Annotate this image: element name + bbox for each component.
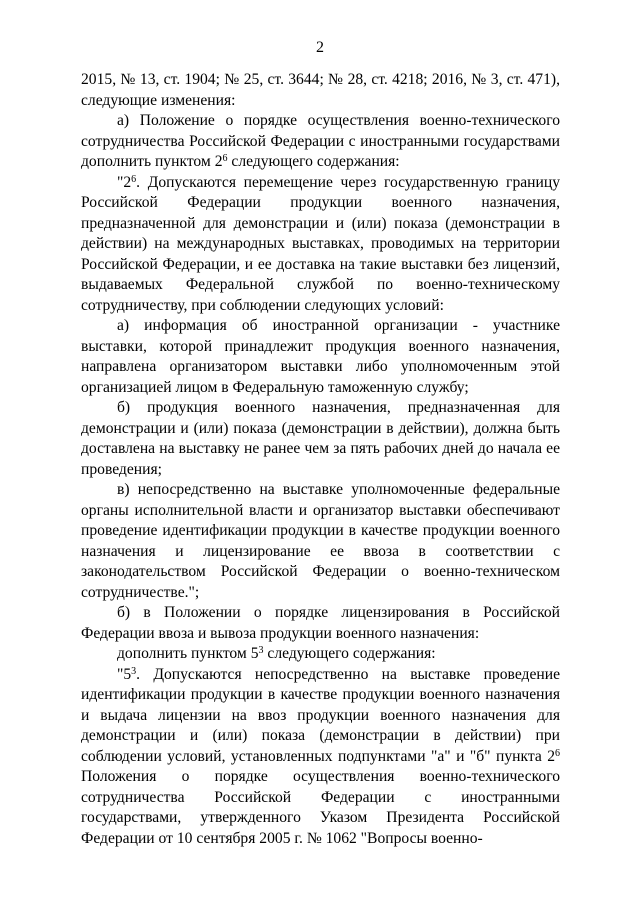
paragraph [81, 316, 560, 398]
paragraph-text: "2 [117, 173, 132, 191]
paragraph-text: дополнить пунктом 5 [117, 645, 259, 662]
paragraph [81, 398, 560, 480]
superscript: 3 [131, 665, 137, 677]
document-body [81, 70, 560, 849]
superscript: 6 [555, 747, 560, 759]
paragraph-text: а) информация об иностранной организации - участнике выставки, которой принадлежит продукция военного назначения, направлена организатором выставки либо уполномоченным этой организацией лицом в Федеральную таможенную службу; [81, 317, 560, 396]
paragraph [81, 480, 560, 603]
paragraph-text: "5 [117, 665, 132, 683]
paragraph [81, 644, 560, 665]
paragraph-text: следующего содержания: [263, 645, 436, 662]
paragraph [81, 70, 560, 111]
paragraph-text: б) продукция военного назначения, предназначенная для демонстрации и (или) показа (демонстрации в действии), должна быть доставлена на выставку не ранее чем за пять рабочих дней до начала ее проведения; [81, 399, 560, 478]
paragraph [81, 173, 560, 317]
superscript: 3 [258, 645, 264, 656]
paragraph [81, 111, 560, 173]
superscript: 6 [222, 153, 228, 164]
paragraph-text: Положения о порядке осуществления военно-технического сотрудничества Российской Федерации с иностранными государствами, утвержденного Указом Президента Российской Федерации от 10 сентября 2005 г. № 1062 "Вопросы военно- [81, 768, 560, 847]
paragraph-text: следующего содержания: [227, 153, 400, 170]
paragraph-text: . Допускаются непосредственно на выставке проведение идентификации продукции в качестве продукции военного назначения и выдача лицензии на ввоз продукции военного назначения для демонстрации и (или) показа (демонстрации в действии) при соблюдении условий, установленных подпунктами "а" и "б" пункта 2 [81, 665, 560, 765]
paragraph [81, 603, 560, 644]
paragraph-text: а) Положение о порядке осуществления военно-технического сотрудничества Российской Федерации с иностранными государствами дополнить пунктом 2 [81, 112, 560, 170]
paragraph-text: в) непосредственно на выставке уполномоченные федеральные органы исполнительной власти и организатор выставки обеспечивают проведение идентификации продукции в качестве продукции военного назначения и лицензирование ее ввоза в соответствии с законодательством Российской Федерации о военно-техническом сотрудничестве."; [81, 481, 560, 601]
paragraph [81, 665, 560, 850]
paragraph-text: б) в Положении о порядке лицензирования в Российской Федерации ввоза и вывоза продукции военного назначения: [81, 604, 560, 642]
paragraph-text: . Допускаются перемещение через государственную границу Российской Федерации продукции военного назначения, предназначенной для демонстрации и (или) показа (демонстрации в действии) на международных выставках, проводимых на территории Российской Федерации, и ее доставка на такие выставки без лицензий, выдаваемых Федеральной службой по военно-техническому сотрудничеству, при соблюдении следующих условий: [81, 173, 560, 314]
superscript: 6 [131, 173, 137, 185]
page-number: 2 [316, 39, 324, 56]
paragraph-text: 2015, № 13, ст. 1904; № 25, ст. 3644; № 28, ст. 4218; 2016, № 3, ст. 471), следующие изменения: [81, 71, 560, 109]
